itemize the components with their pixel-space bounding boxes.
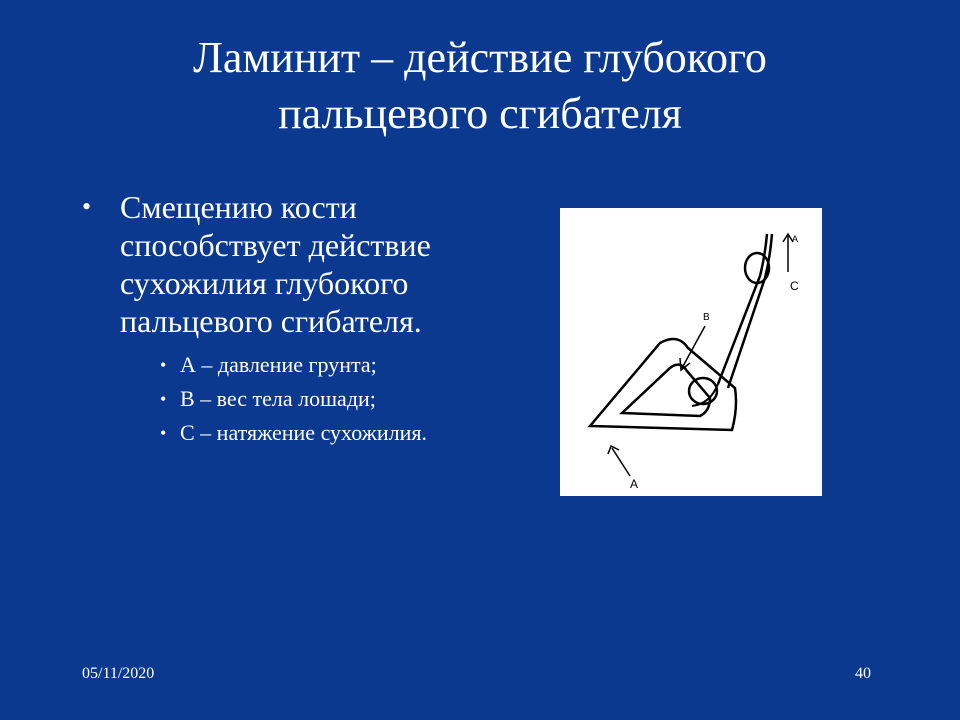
title-line-2: пальцевого сгибателя (278, 89, 682, 138)
hoof-diagram (560, 208, 822, 496)
sub-bullet-text: В – вес тела лошади; (180, 386, 376, 411)
page-number: 40 (855, 665, 871, 682)
bullet-dot-icon: • (160, 423, 167, 443)
sub-bullet-text: А – давление грунта; (180, 352, 377, 377)
content-area (82, 188, 502, 454)
arrow-b-line (682, 326, 705, 368)
label-b: B (703, 312, 710, 323)
tendon-line-inner (718, 234, 767, 384)
title-line-1: Ламинит – действие глубокого (193, 33, 767, 82)
main-bullet (82, 188, 502, 340)
label-c: C (790, 279, 799, 293)
main-bullet-text: Смещению кости способствует действие сухожилия глубокого пальцевого сгибателя. (120, 189, 431, 339)
sub-bullet-item (160, 352, 440, 378)
sub-bullet-item (160, 386, 440, 412)
hoof-diagram-figure (560, 208, 822, 496)
sub-bullet-list (82, 352, 502, 446)
tendon-loop (745, 253, 769, 283)
label-a-top: A (792, 234, 799, 244)
arrow-a-bottom-line (612, 448, 630, 476)
label-a-bottom: A (630, 477, 639, 491)
bullet-dot-icon: • (82, 192, 92, 221)
footer-date: 05/11/2020 (82, 665, 155, 682)
sub-bullet-item (160, 420, 440, 446)
bullet-dot-icon: • (160, 389, 167, 409)
sub-bullet-text: С – натяжение сухожилия. (180, 420, 428, 445)
bullet-dot-icon: • (160, 355, 167, 375)
slide-title (60, 30, 900, 142)
